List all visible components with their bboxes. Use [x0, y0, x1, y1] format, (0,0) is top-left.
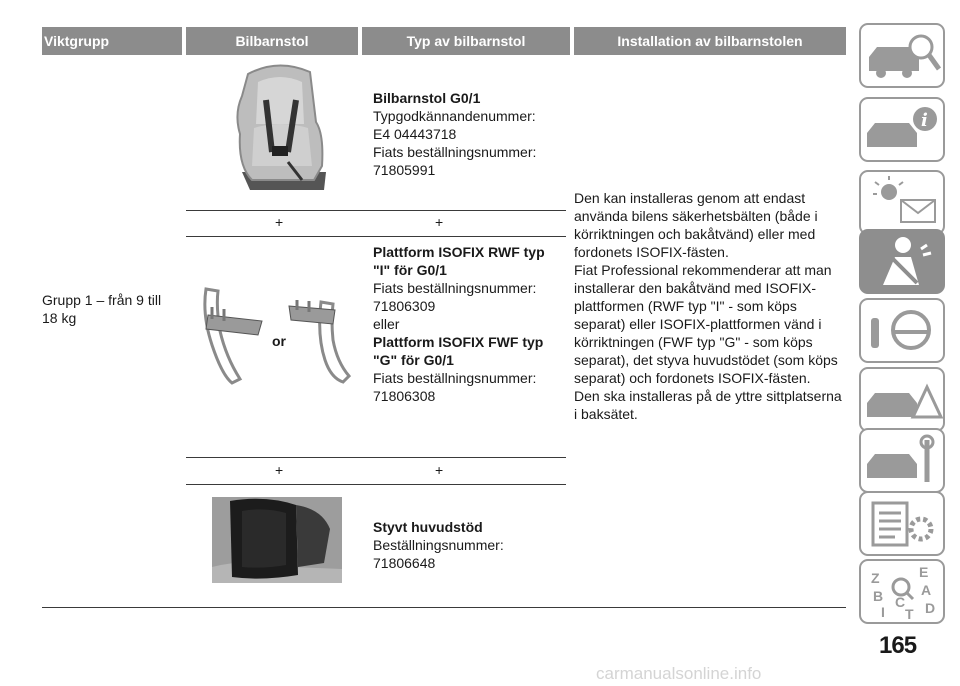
headrest-image	[212, 497, 342, 583]
technical-data-icon	[861, 493, 943, 554]
divider	[186, 210, 566, 211]
weight-group-text: Grupp 1 – från 9 till 18 kg	[42, 292, 162, 326]
index-letter: A	[921, 582, 932, 598]
plus-sign: +	[435, 214, 444, 230]
index-letter: T	[905, 606, 914, 622]
header-seat-type: Typ av bilbarnstol	[362, 27, 570, 55]
sidebar-tab-emergency[interactable]	[859, 367, 945, 432]
index-letter: I	[881, 604, 885, 620]
divider	[186, 484, 566, 485]
installation-text: Den kan installeras genom att endast använda bilens säkerhetsbälten (både i körriktningen och bakåtvänd) eller med fordonets ISOFIX-fästen. Fiat Professional rekommenderar att man installerar den bakåtvänd med ISOFIX- plattformen (RWF typ "I" - som köps separat) eller ISOFIX-plattformen vänd i körriktningen (FWF typ "G" - som köps separat), det styva huvudstödet (som köps separat) och fordonets ISOFIX-fästen. Den ska installeras på de yttre sittplatserna i baksätet.	[574, 190, 842, 422]
index-letter: B	[873, 588, 884, 604]
sidebar-tab-car-info[interactable]	[859, 97, 945, 162]
svg-text:i: i	[921, 110, 928, 131]
child-seat-image	[228, 62, 338, 197]
key-steering-wheel-icon	[861, 300, 943, 361]
plus-sign: +	[435, 462, 444, 478]
index-letter: E	[919, 564, 929, 580]
index-letter: D	[925, 600, 936, 616]
header-weight-group: Viktgrupp	[42, 27, 182, 55]
or-label: or	[272, 333, 286, 349]
header-child-seat: Bilbarnstol	[186, 27, 358, 55]
sidebar-tab-technical-data[interactable]	[859, 491, 945, 556]
sidebar-tab-starting-driving[interactable]	[859, 298, 945, 363]
platform-description: Plattform ISOFIX RWF typ "I" för G0/1 Fiats beställningsnummer: 71806309 eller Plattform ISOFIX FWF typ "G" för G0/1 Fiats beställningsnummer: 71806308	[373, 244, 545, 404]
sidebar-tab-car-search[interactable]	[859, 23, 945, 88]
car-maintenance-icon	[861, 430, 943, 491]
table-bottom-border	[42, 607, 846, 608]
car-info-icon	[861, 99, 943, 160]
isofix-platform-fwf-image	[287, 296, 357, 386]
sidebar-tab-maintenance[interactable]	[859, 428, 945, 493]
warning-lights-icon	[861, 172, 943, 233]
plus-sign: +	[275, 214, 284, 230]
index-letter: C	[895, 594, 906, 610]
watermark: carmanualsonline.info	[596, 664, 762, 683]
sidebar-tab-safety[interactable]	[859, 229, 945, 294]
headrest-description: Styvt huvudstöd Beställningsnummer: 71806648	[373, 519, 504, 571]
page-number: 165	[879, 632, 917, 659]
seatbelt-safety-icon	[861, 231, 943, 292]
alphabetical-index-icon	[861, 561, 943, 622]
divider	[186, 236, 566, 237]
car-emergency-icon	[861, 369, 943, 430]
divider	[186, 457, 566, 458]
seat-description: Bilbarnstol G0/1 Typgodkännandenummer: E4 04443718 Fiats beställningsnummer: 71805991	[373, 90, 537, 178]
car-search-icon	[861, 25, 943, 86]
index-letter: Z	[871, 570, 880, 586]
plus-sign: +	[275, 462, 284, 478]
isofix-platform-rwf-image	[198, 285, 270, 387]
sidebar-tab-index[interactable]	[859, 559, 945, 624]
sidebar-tab-warning-lights[interactable]	[859, 170, 945, 235]
header-installation: Installation av bilbarnstolen	[574, 27, 846, 55]
